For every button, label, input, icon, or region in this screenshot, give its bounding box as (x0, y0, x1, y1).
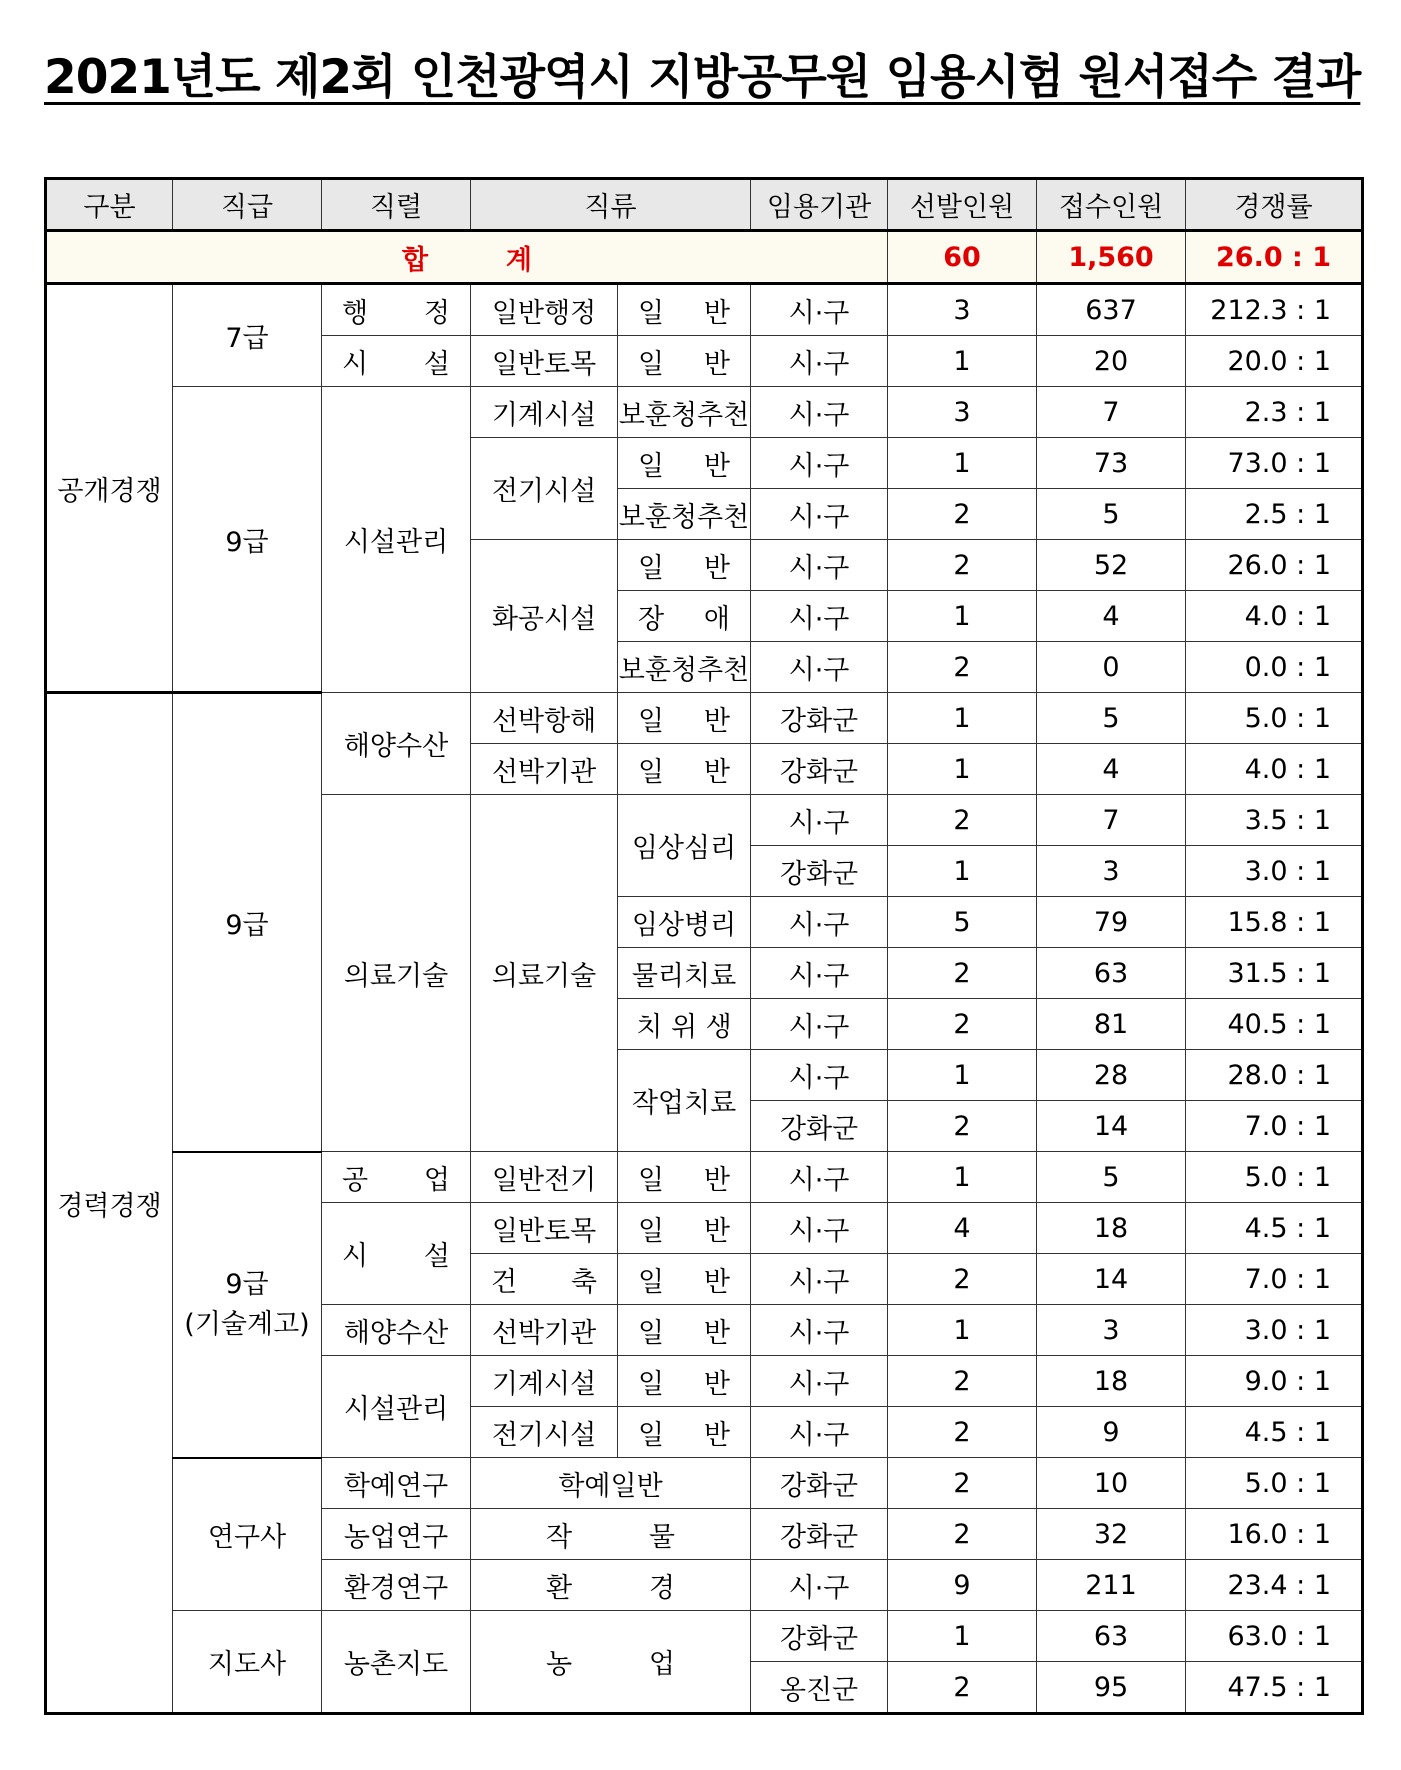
applicants-cell: 3 (1037, 846, 1186, 897)
header-series: 직렬 (322, 179, 471, 231)
applicants-cell: 4 (1037, 744, 1186, 795)
applicants-cell: 637 (1037, 284, 1186, 336)
grade-7: 7급 (173, 284, 322, 387)
selected-cell: 2 (888, 489, 1037, 540)
header-selected: 선발인원 (888, 179, 1037, 231)
group-career: 경력경쟁 (46, 693, 173, 1714)
header-grade: 직급 (173, 179, 322, 231)
ratio-cell: 7.0 : 1 (1186, 1101, 1363, 1152)
sub-cell: 작업치료 (618, 1050, 751, 1152)
agency-cell: 시·구 (751, 438, 888, 489)
agency-cell: 옹진군 (751, 1662, 888, 1714)
sub-cell: 일 반 (618, 1407, 751, 1458)
selected-cell: 1 (888, 693, 1037, 744)
selected-cell: 1 (888, 1050, 1037, 1101)
series-cell: 시 설 (322, 336, 471, 387)
applicants-cell: 5 (1037, 489, 1186, 540)
sub-cell: 일 반 (618, 1356, 751, 1407)
ratio-cell: 4.5 : 1 (1186, 1407, 1363, 1458)
results-table (44, 177, 1364, 1715)
agency-cell: 시·구 (751, 999, 888, 1050)
grade-instructor: 지도사 (173, 1611, 322, 1714)
agency-cell: 시·구 (751, 1254, 888, 1305)
applicants-cell: 73 (1037, 438, 1186, 489)
selected-cell: 2 (888, 642, 1037, 693)
applicants-cell: 4 (1037, 591, 1186, 642)
ratio-cell: 212.3 : 1 (1186, 284, 1363, 336)
selected-cell: 2 (888, 999, 1037, 1050)
header-agency: 임용기관 (751, 179, 888, 231)
ratio-cell: 2.3 : 1 (1186, 387, 1363, 438)
agency-cell: 강화군 (751, 1611, 888, 1662)
applicants-cell: 7 (1037, 795, 1186, 846)
ratio-cell: 47.5 : 1 (1186, 1662, 1363, 1714)
grade-9: 9급 (173, 693, 322, 1152)
class-cell: 작 물 (471, 1509, 751, 1560)
agency-cell: 강화군 (751, 1101, 888, 1152)
total-applicants: 1,560 (1037, 231, 1186, 284)
selected-cell: 1 (888, 846, 1037, 897)
applicants-cell: 211 (1037, 1560, 1186, 1611)
agency-cell: 시·구 (751, 284, 888, 336)
table-row (46, 693, 1363, 744)
ratio-cell: 16.0 : 1 (1186, 1509, 1363, 1560)
ratio-cell: 20.0 : 1 (1186, 336, 1363, 387)
agency-cell: 시·구 (751, 1407, 888, 1458)
sub-cell: 일 반 (618, 540, 751, 591)
ratio-cell: 4.0 : 1 (1186, 744, 1363, 795)
class-cell: 의료기술 (471, 795, 618, 1152)
selected-cell: 2 (888, 1407, 1037, 1458)
class-cell: 기계시설 (471, 1356, 618, 1407)
agency-cell: 시·구 (751, 540, 888, 591)
class-cell: 선박기관 (471, 1305, 618, 1356)
ratio-cell: 73.0 : 1 (1186, 438, 1363, 489)
sub-cell: 일 반 (618, 693, 751, 744)
applicants-cell: 3 (1037, 1305, 1186, 1356)
selected-cell: 2 (888, 1509, 1037, 1560)
selected-cell: 4 (888, 1203, 1037, 1254)
page-title: 2021년도 제2회 인천광역시 지방공무원 임용시험 원서접수 결과 (44, 50, 1361, 105)
series-cell: 환경연구 (322, 1560, 471, 1611)
selected-cell: 1 (888, 1611, 1037, 1662)
class-cell: 일반토목 (471, 336, 618, 387)
agency-cell: 시·구 (751, 1203, 888, 1254)
ratio-cell: 40.5 : 1 (1186, 999, 1363, 1050)
applicants-cell: 9 (1037, 1407, 1186, 1458)
ratio-cell: 9.0 : 1 (1186, 1356, 1363, 1407)
applicants-cell: 79 (1037, 897, 1186, 948)
group-open: 공개경쟁 (46, 284, 173, 693)
series-cell: 학예연구 (322, 1458, 471, 1509)
series-cell: 공 업 (322, 1152, 471, 1203)
series-cell: 의료기술 (322, 795, 471, 1152)
selected-cell: 2 (888, 795, 1037, 846)
applicants-cell: 18 (1037, 1356, 1186, 1407)
ratio-cell: 5.0 : 1 (1186, 1152, 1363, 1203)
ratio-cell: 26.0 : 1 (1186, 540, 1363, 591)
sub-cell: 일 반 (618, 336, 751, 387)
class-cell: 건 축 (471, 1254, 618, 1305)
agency-cell: 시·구 (751, 897, 888, 948)
total-row (46, 231, 1363, 284)
ratio-cell: 31.5 : 1 (1186, 948, 1363, 999)
table-row (46, 1152, 1363, 1203)
applicants-cell: 63 (1037, 948, 1186, 999)
ratio-cell: 0.0 : 1 (1186, 642, 1363, 693)
selected-cell: 2 (888, 1101, 1037, 1152)
grade-researcher: 연구사 (173, 1458, 322, 1611)
sub-cell: 치 위 생 (618, 999, 751, 1050)
selected-cell: 2 (888, 1254, 1037, 1305)
class-cell: 환 경 (471, 1560, 751, 1611)
selected-cell: 2 (888, 948, 1037, 999)
series-cell: 농업연구 (322, 1509, 471, 1560)
applicants-cell: 81 (1037, 999, 1186, 1050)
series-cell: 시 설 (322, 1203, 471, 1305)
sub-cell: 일 반 (618, 744, 751, 795)
class-cell: 일반전기 (471, 1152, 618, 1203)
agency-cell: 시·구 (751, 591, 888, 642)
selected-cell: 9 (888, 1560, 1037, 1611)
table-row (46, 1458, 1363, 1509)
ratio-cell: 5.0 : 1 (1186, 693, 1363, 744)
selected-cell: 1 (888, 438, 1037, 489)
sub-cell: 일 반 (618, 1305, 751, 1356)
agency-cell: 시·구 (751, 1050, 888, 1101)
series-cell: 행 정 (322, 284, 471, 336)
sub-cell: 일 반 (618, 438, 751, 489)
agency-cell: 시·구 (751, 1560, 888, 1611)
selected-cell: 3 (888, 387, 1037, 438)
class-cell: 일반토목 (471, 1203, 618, 1254)
total-label: 합 계 (46, 231, 888, 284)
ratio-cell: 7.0 : 1 (1186, 1254, 1363, 1305)
selected-cell: 1 (888, 1152, 1037, 1203)
class-cell: 선박기관 (471, 744, 618, 795)
agency-cell: 시·구 (751, 489, 888, 540)
class-cell: 선박항해 (471, 693, 618, 744)
agency-cell: 시·구 (751, 1152, 888, 1203)
agency-cell: 시·구 (751, 795, 888, 846)
ratio-cell: 2.5 : 1 (1186, 489, 1363, 540)
series-cell: 시설관리 (322, 1356, 471, 1458)
selected-cell: 1 (888, 1305, 1037, 1356)
class-cell: 일반행정 (471, 284, 618, 336)
ratio-cell: 15.8 : 1 (1186, 897, 1363, 948)
sub-cell: 임상병리 (618, 897, 751, 948)
sub-cell: 일 반 (618, 1203, 751, 1254)
selected-cell: 1 (888, 591, 1037, 642)
table-row (46, 284, 1363, 336)
agency-cell: 시·구 (751, 1356, 888, 1407)
applicants-cell: 14 (1037, 1101, 1186, 1152)
selected-cell: 2 (888, 540, 1037, 591)
grade-9: 9급 (173, 387, 322, 693)
table-row (46, 1611, 1363, 1662)
applicants-cell: 20 (1037, 336, 1186, 387)
applicants-cell: 18 (1037, 1203, 1186, 1254)
applicants-cell: 95 (1037, 1662, 1186, 1714)
sub-cell: 보훈청추천 (618, 489, 751, 540)
sub-cell: 일 반 (618, 284, 751, 336)
agency-cell: 시·구 (751, 336, 888, 387)
ratio-cell: 5.0 : 1 (1186, 1458, 1363, 1509)
agency-cell: 강화군 (751, 846, 888, 897)
total-selected: 60 (888, 231, 1037, 284)
applicants-cell: 32 (1037, 1509, 1186, 1560)
class-cell: 전기시설 (471, 1407, 618, 1458)
applicants-cell: 28 (1037, 1050, 1186, 1101)
total-ratio: 26.0 : 1 (1186, 231, 1363, 284)
sub-cell: 물리치료 (618, 948, 751, 999)
applicants-cell: 63 (1037, 1611, 1186, 1662)
table-row (46, 387, 1363, 438)
selected-cell: 3 (888, 284, 1037, 336)
header-gubun: 구분 (46, 179, 173, 231)
header-applicants: 접수인원 (1037, 179, 1186, 231)
applicants-cell: 5 (1037, 1152, 1186, 1203)
ratio-cell: 63.0 : 1 (1186, 1611, 1363, 1662)
selected-cell: 1 (888, 336, 1037, 387)
selected-cell: 5 (888, 897, 1037, 948)
applicants-cell: 52 (1037, 540, 1186, 591)
header-ratio: 경쟁률 (1186, 179, 1363, 231)
ratio-cell: 4.5 : 1 (1186, 1203, 1363, 1254)
series-cell: 시설관리 (322, 387, 471, 693)
header-class: 직류 (471, 179, 751, 231)
agency-cell: 강화군 (751, 693, 888, 744)
applicants-cell: 5 (1037, 693, 1186, 744)
sub-cell: 일 반 (618, 1152, 751, 1203)
agency-cell: 시·구 (751, 948, 888, 999)
sub-cell: 장 애 (618, 591, 751, 642)
agency-cell: 시·구 (751, 1305, 888, 1356)
selected-cell: 2 (888, 1662, 1037, 1714)
selected-cell: 1 (888, 744, 1037, 795)
series-cell: 농촌지도 (322, 1611, 471, 1714)
header-row (46, 179, 1363, 231)
applicants-cell: 7 (1037, 387, 1186, 438)
agency-cell: 강화군 (751, 1509, 888, 1560)
ratio-cell: 28.0 : 1 (1186, 1050, 1363, 1101)
ratio-cell: 4.0 : 1 (1186, 591, 1363, 642)
ratio-cell: 23.4 : 1 (1186, 1560, 1363, 1611)
ratio-cell: 3.0 : 1 (1186, 846, 1363, 897)
applicants-cell: 14 (1037, 1254, 1186, 1305)
agency-cell: 강화군 (751, 1458, 888, 1509)
agency-cell: 시·구 (751, 642, 888, 693)
class-cell: 학예일반 (471, 1458, 751, 1509)
class-cell: 화공시설 (471, 540, 618, 693)
selected-cell: 2 (888, 1356, 1037, 1407)
agency-cell: 강화군 (751, 744, 888, 795)
class-cell: 전기시설 (471, 438, 618, 540)
selected-cell: 2 (888, 1458, 1037, 1509)
ratio-cell: 3.5 : 1 (1186, 795, 1363, 846)
sub-cell: 일 반 (618, 1254, 751, 1305)
ratio-cell: 3.0 : 1 (1186, 1305, 1363, 1356)
sub-cell: 보훈청추천 (618, 387, 751, 438)
sub-cell: 보훈청추천 (618, 642, 751, 693)
applicants-cell: 10 (1037, 1458, 1186, 1509)
class-cell: 농 업 (471, 1611, 751, 1714)
agency-cell: 시·구 (751, 387, 888, 438)
applicants-cell: 0 (1037, 642, 1186, 693)
class-cell: 기계시설 (471, 387, 618, 438)
grade-9-technical: 9급 (기술계고) (173, 1152, 322, 1458)
sub-cell: 임상심리 (618, 795, 751, 897)
series-cell: 해양수산 (322, 693, 471, 795)
series-cell: 해양수산 (322, 1305, 471, 1356)
